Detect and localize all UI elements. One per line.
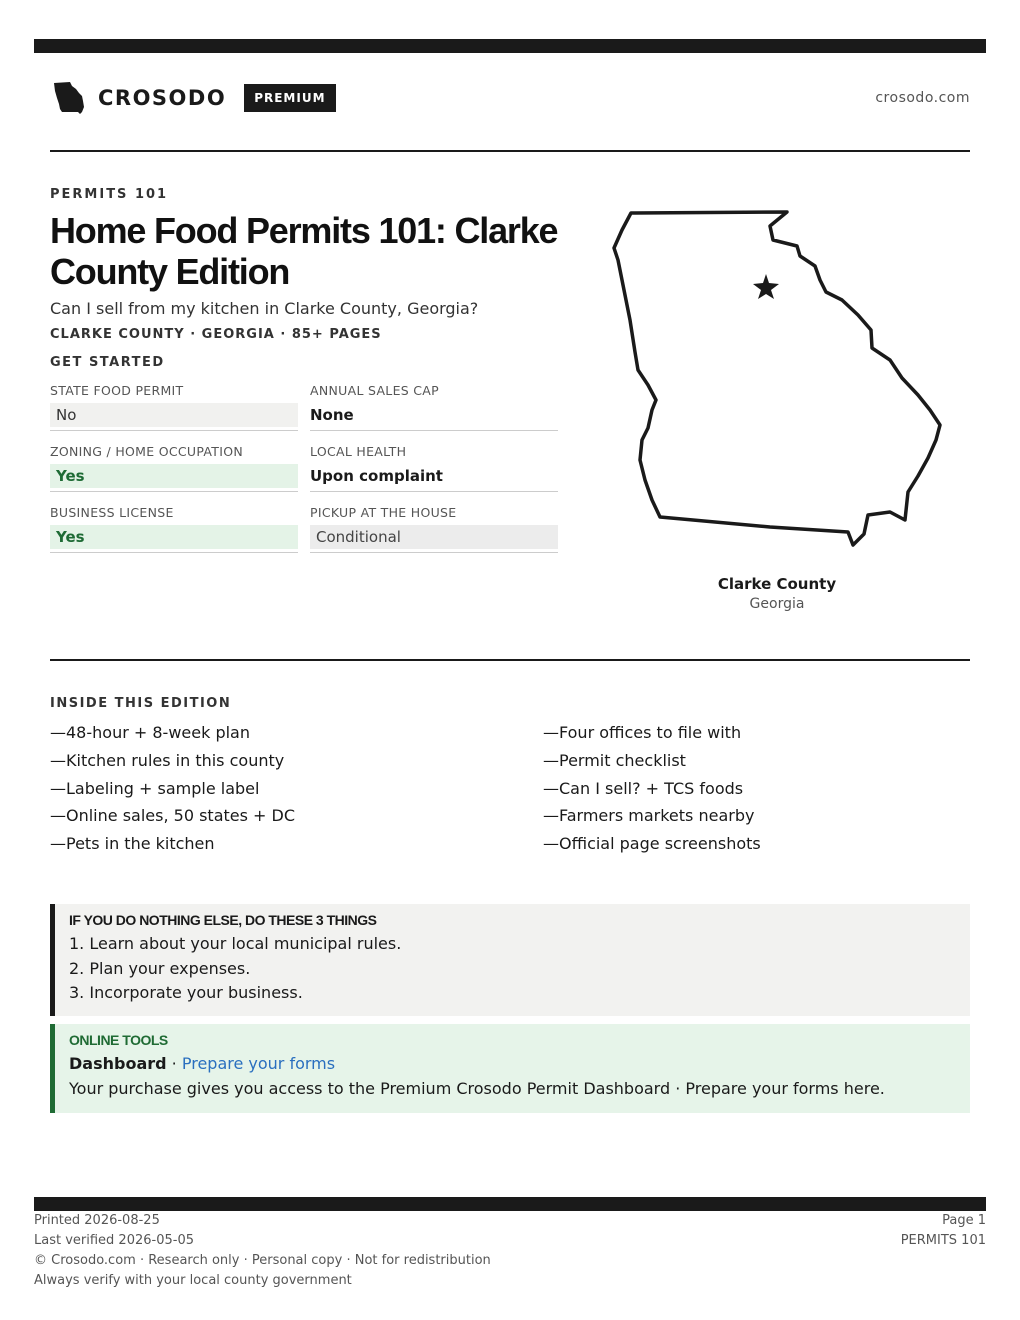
toc-item: —48-hour + 8-week plan — [50, 723, 250, 742]
toc-left-column — [50, 722, 295, 861]
permit-value: No — [50, 403, 298, 427]
prepare-forms-link[interactable]: Prepare your forms — [181, 1054, 336, 1073]
top-bar — [34, 39, 986, 53]
brand-name: CROSODO — [98, 86, 227, 110]
permit-value: Yes — [50, 464, 298, 488]
permit-cell-sales-cap — [310, 383, 558, 431]
callout-heading: ONLINE TOOLS — [69, 1032, 168, 1048]
copyright: © Crosodo.com · Research only · Personal copy · Not for redistribution — [34, 1253, 491, 1268]
kicker: PERMITS 101 — [50, 187, 169, 202]
footer-section: PERMITS 101 — [900, 1233, 986, 1248]
permit-value: Conditional — [310, 525, 558, 549]
permit-cell-local-health — [310, 444, 558, 492]
permit-value: Upon complaint — [310, 467, 443, 485]
toc-right-column — [543, 722, 761, 861]
callout-step: 1. Learn about your local municipal rules. — [69, 934, 402, 953]
toc-item: —Permit checklist — [543, 750, 686, 770]
three-things-callout — [50, 904, 970, 1016]
toc-item: —Labeling + sample label — [50, 778, 260, 798]
disclaimer: Always verify with your local county government — [34, 1273, 352, 1288]
georgia-state-icon — [50, 79, 88, 117]
toc-label: INSIDE THIS EDITION — [50, 696, 232, 711]
separator: · — [166, 1054, 182, 1073]
toc-item: —Official page screenshots — [543, 834, 761, 854]
star-icon — [753, 274, 779, 299]
toc-item: —Can I sell? + TCS foods — [543, 778, 744, 798]
toc-item: —Farmers markets nearby — [543, 806, 755, 826]
toc-item: —Online sales, 50 states + DC — [50, 806, 296, 826]
dashboard-label: Dashboard — [69, 1054, 167, 1073]
permit-cell-state-food — [50, 383, 298, 431]
permit-label: ZONING / HOME OCCUPATION — [50, 444, 244, 459]
bottom-bar — [34, 1197, 986, 1211]
permit-value: Yes — [50, 525, 298, 549]
permit-cell-zoning — [50, 444, 298, 492]
georgia-map-icon — [600, 200, 950, 560]
toc-item: —Pets in the kitchen — [50, 834, 215, 854]
toc-item: —Kitchen rules in this county — [50, 750, 285, 770]
page-subtitle: Can I sell from my kitchen in Clarke County, Georgia? — [50, 299, 479, 318]
site-url[interactable]: crosodo.com — [875, 90, 970, 106]
edition-meta: CLARKE COUNTY · GEORGIA · 85+ PAGES — [50, 327, 382, 342]
map-caption-title: Clarke County — [717, 575, 837, 593]
get-started-label: GET STARTED — [50, 355, 165, 370]
premium-badge: PREMIUM — [244, 84, 335, 112]
permit-label: ANNUAL SALES CAP — [310, 383, 439, 398]
dashboard-description: Your purchase gives you access to the Premium Crosodo Permit Dashboard · Prepare your forms here. — [69, 1078, 885, 1098]
map-caption-subtitle: Georgia — [749, 596, 805, 612]
header — [50, 78, 970, 118]
toc-item: —Four offices to file with — [543, 723, 742, 742]
permit-value: None — [310, 406, 354, 424]
footer-right — [901, 1213, 986, 1253]
permit-label: LOCAL HEALTH — [310, 444, 407, 459]
verified-date: Last verified 2026-05-05 — [34, 1233, 194, 1248]
footer-left — [34, 1213, 491, 1293]
permit-label: STATE FOOD PERMIT — [50, 383, 184, 398]
page-title: Home Food Permits 101: Clarke County Edition — [50, 210, 558, 292]
permit-cell-business-license — [50, 505, 298, 553]
permit-cell-pickup — [310, 505, 558, 553]
header-divider — [50, 150, 970, 152]
online-tools-callout — [50, 1024, 970, 1113]
permit-label: BUSINESS LICENSE — [50, 505, 174, 520]
callout-step: 3. Incorporate your business. — [69, 983, 303, 1002]
section-divider — [50, 659, 970, 661]
callout-heading: IF YOU DO NOTHING ELSE, DO THESE 3 THINGS — [69, 912, 377, 928]
printed-date: Printed 2026-08-25 — [34, 1213, 160, 1228]
callout-step: 2. Plan your expenses. — [69, 958, 251, 978]
page-number: Page 1 — [942, 1213, 986, 1228]
dashboard-line — [69, 1052, 970, 1077]
permit-label: PICKUP AT THE HOUSE — [310, 505, 457, 520]
permit-grid — [50, 383, 559, 553]
